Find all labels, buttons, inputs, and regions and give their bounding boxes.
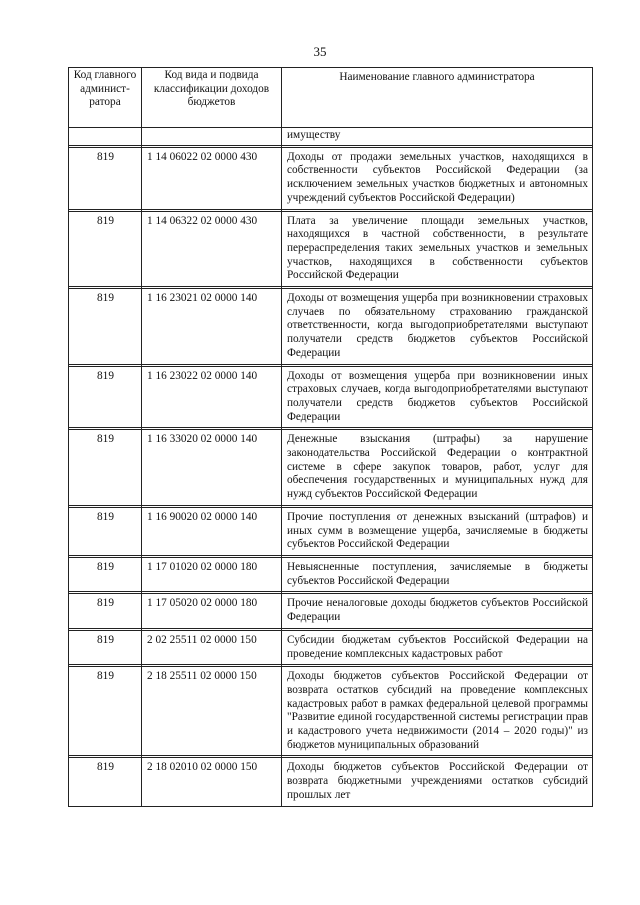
revenue-code-cell: 1 16 33020 02 0000 140 <box>142 430 282 506</box>
revenue-administrators-table <box>68 67 593 807</box>
administrator-name-cell: Доходы от возмещения ущерба при возникновении страховых случаев по обязательному страхованию гражданской ответственности, когда выгодоприобретателями выступают получатели средств бюджетов субъектов Российской Федерации <box>282 289 593 365</box>
administrator-name-cell: Доходы бюджетов субъектов Российской Федерации от возврата остатков субсидий на проведение комплексных кадастровых работ в рамках федеральной целевой программы "Развитие единой государственной системы регистрации прав и кадастрового учета недвижимости (2014 – 2020 годы)" из бюджетов муниципальных образований <box>282 667 593 756</box>
admin-code-cell: 819 <box>69 557 142 591</box>
header-administrator-name: Наименование главного администратора <box>282 68 593 128</box>
admin-code-cell: 819 <box>69 630 142 664</box>
revenue-code-cell: 2 02 25511 02 0000 150 <box>142 630 282 664</box>
continuation-text: имуществу <box>282 128 593 146</box>
administrator-name-cell: Невыясненные поступления, зачисляемые в бюджеты субъектов Российской Федерации <box>282 557 593 591</box>
table-row <box>69 667 593 756</box>
admin-code-cell: 819 <box>69 211 142 287</box>
admin-code-cell: 819 <box>69 507 142 555</box>
admin-code-cell: 819 <box>69 758 142 806</box>
table-row <box>69 366 593 428</box>
continuation-kbk-cell <box>142 128 282 146</box>
table-row <box>69 430 593 506</box>
page-number: 35 <box>313 44 327 59</box>
administrator-name-cell: Доходы от возмещения ущерба при возникновении иных страховых случаев, когда выгодоприобретателями выступают получатели средств бюджетов субъектов Российской Федерации <box>282 366 593 428</box>
table-row <box>69 289 593 365</box>
revenue-code-cell: 1 14 06022 02 0000 430 <box>142 147 282 209</box>
admin-code-cell: 819 <box>69 366 142 428</box>
revenue-code-cell: 2 18 02010 02 0000 150 <box>142 758 282 806</box>
continuation-row <box>69 128 593 146</box>
revenue-code-cell: 1 14 06322 02 0000 430 <box>142 211 282 287</box>
header-revenue-code: Код вида и подвида классификации доходов бюджетов <box>142 68 282 128</box>
revenue-code-cell: 1 16 23021 02 0000 140 <box>142 289 282 365</box>
admin-code-cell: 819 <box>69 667 142 756</box>
table-row <box>69 507 593 555</box>
continuation-admin-cell <box>69 128 142 146</box>
table-row <box>69 594 593 628</box>
administrator-name-cell: Денежные взыскания (штрафы) за нарушение законодательства Российской Федерации о контрактной системе в сфере закупок товаров, работ, услуг для обеспечения государственных и муниципальных нужд для нужд субъектов Российской Федерации <box>282 430 593 506</box>
administrator-name-cell: Доходы от продажи земельных участков, находящихся в собственности субъектов Российской Федерации (за исключением земельных участков бюджетных и автономных учреждений субъектов Российской Федерации) <box>282 147 593 209</box>
revenue-code-cell: 1 17 01020 02 0000 180 <box>142 557 282 591</box>
administrator-name-cell: Субсидии бюджетам субъектов Российской Федерации на проведение комплексных кадастровых работ <box>282 630 593 664</box>
table-row <box>69 211 593 287</box>
table-row <box>69 147 593 209</box>
header-admin-code: Код главного админист-ратора <box>69 68 142 128</box>
administrator-name-cell: Прочие неналоговые доходы бюджетов субъектов Российской Федерации <box>282 594 593 628</box>
administrator-name-cell: Прочие поступления от денежных взысканий (штрафов) и иных сумм в возмещение ущерба, зачисляемые в бюджеты субъектов Российской Федерации <box>282 507 593 555</box>
administrator-name-cell: Плата за увеличение площади земельных участков, находящихся в частной собственности, в результате перераспределения таких земельных участков и земельных участков, находящихся в собственности субъектов Российской Федерации <box>282 211 593 287</box>
revenue-code-cell: 1 16 90020 02 0000 140 <box>142 507 282 555</box>
admin-code-cell: 819 <box>69 289 142 365</box>
revenue-code-cell: 1 17 05020 02 0000 180 <box>142 594 282 628</box>
admin-code-cell: 819 <box>69 147 142 209</box>
revenue-code-cell: 1 16 23022 02 0000 140 <box>142 366 282 428</box>
administrator-name-cell: Доходы бюджетов субъектов Российской Федерации от возврата бюджетными учреждениями остатков субсидий прошлых лет <box>282 758 593 806</box>
table-header-row <box>69 68 593 128</box>
table-row <box>69 557 593 591</box>
admin-code-cell: 819 <box>69 430 142 506</box>
table-row <box>69 758 593 806</box>
table-row <box>69 630 593 664</box>
admin-code-cell: 819 <box>69 594 142 628</box>
revenue-code-cell: 2 18 25511 02 0000 150 <box>142 667 282 756</box>
